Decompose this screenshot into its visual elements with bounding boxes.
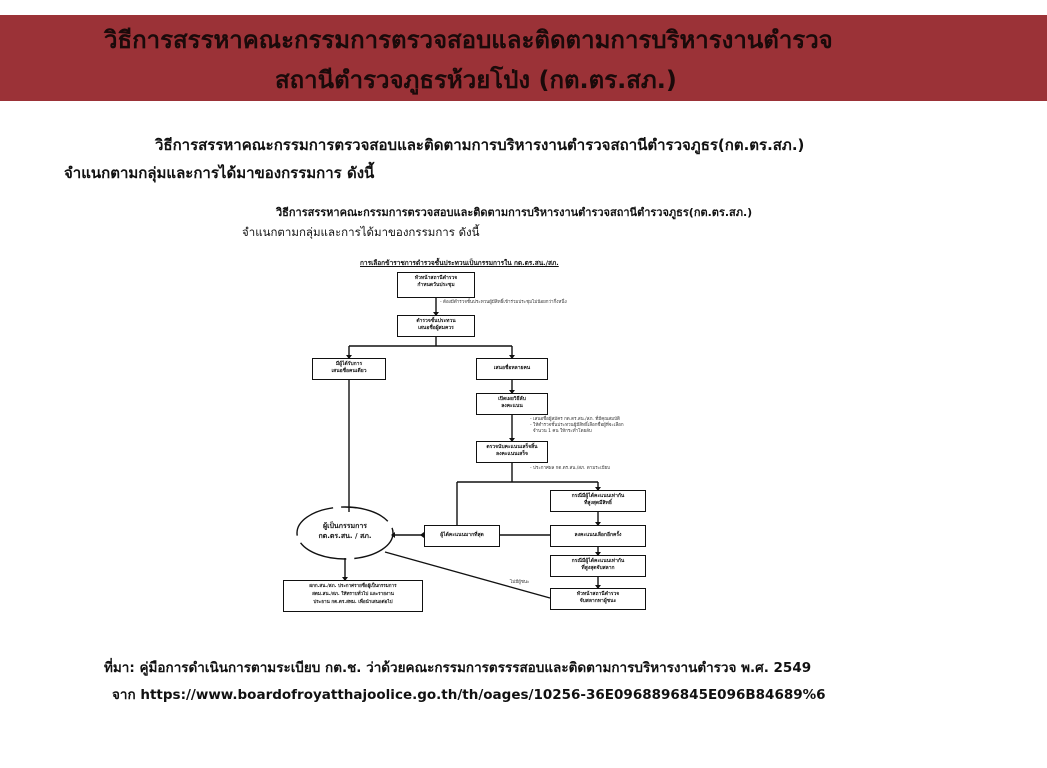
flow-note-no-winner: ไม่มีผู้ชนะ [510,580,530,585]
intro-text-line-1: วิธีการสรรหาคณะกรรมการตรวจสอบและติดตามการบริหารงานตำรวจสถานีตำรวจภูธร(กต.ตร.สภ.) [155,136,805,154]
flow-box-nominate: ตำรวจชั้นประทวน เสนอชื่อผู้สมควร [397,315,475,337]
page-title-line-2: สถานีตำรวจภูธรห้วยโป่ง (กต.ตร.สภ.) [275,66,677,94]
source-url: จาก https://www.boardofroyatthajoolice.go.th/th/oages/10256-36E0968896845E096B84689%6 [112,687,826,703]
flow-box-secret-vote: เปิดเผยวิธีลับ ลงคะแนน [476,393,548,415]
flow-note-quorum: - ต้องมีตำรวจชั้นประทวนผู้มีสิทธิ์เข้าร่วมประชุมไม่น้อยกว่ากึ่งหนึ่ง [440,300,567,305]
flow-box-tie: กรณีมีผู้ได้คะแนนเท่ากัน ที่สูงสุดมีสิทธิ์ [550,490,646,512]
flow-box-revote: ลงคะแนนเลือกอีกครั้ง [550,525,646,547]
source-citation: ที่มา: คู่มือการดำเนินการตามระเบียบ กต.ช. ว่าด้วยคณะกรรมการตรรรสอบและติดตามการบริหารงานตำรวจ พ.ศ. 2549 [104,660,812,676]
flow-box-single-nominee: มีผู้ได้รับการ เสนอชื่อคนเดียว [312,358,386,380]
figure-subtitle: จำแนกตามกลุ่มและการได้มาของกรรมการ ดังนี้ [242,225,480,239]
flowchart-title: การเลือกข้าราชการตำรวจชั้นประทวนเป็นกรรมการใน กต.ตร.สน./สภ. [360,259,559,267]
flow-ellipse-committee-member: ผู้เป็นกรรมการ กต.ตร.สน. / สภ. [318,522,372,540]
page-title-line-1: วิธีการสรรหาคณะกรรมการตรวจสอบและติดตามการบริหารงานตำรวจ [104,26,833,54]
flow-note-announce: - ประกาศผล กต.ตร.สน./สภ. ตามระเบียบ [530,466,611,471]
flow-box-count: ตรวจนับคะแนนเสร็จสิ้น ลงคะแนนเสร็จ [476,441,548,463]
flow-box-tie-again: กรณีมีผู้ได้คะแนนเท่ากัน ที่สูงสุดจับสลาก [550,555,646,577]
flow-box-multi-nominee: เสนอชื่อหลายคน [476,358,548,380]
flow-box-announcement: ผกก.สน./สภ. ประกาศรายชื่อผู้เป็นกรรมการ สตม.สน./สภ. ให้ทราบทั่วไป และรายงาน ประธาน กต.ตร.สทม. เพื่อนำเสนอต่อไป [283,580,423,612]
flow-box-highest-votes: ผู้ได้คะแนนมากที่สุด [424,525,500,547]
flow-box-lottery: หัวหน้าสถานีตำรวจ จับสลากหาผู้ชนะ [550,588,646,610]
figure-title: วิธีการสรรหาคณะกรรมการตรวจสอบและติดตามการบริหารงานตำรวจสถานีตำรวจภูธร(กต.ตร.สภ.) [276,206,753,219]
intro-text-line-2: จำแนกตามกลุ่มและการได้มาของกรรมการ ดังนี้ [64,164,375,182]
flow-note-vote-rules: - เสนอชื่อผู้สมัคร กต.ตร.สน./สภ. ที่มีคุณสมบัติ - ให้ตำรวจชั้นประทวนผู้มีสิทธิ์เลือกชื่อผู้ที่จะเลือก จำนวน 1 คน ให้กระทำโดยลับ [530,417,624,434]
flow-box-start: หัวหน้าสถานีตำรวจ กำหนดวันประชุม [397,272,475,298]
